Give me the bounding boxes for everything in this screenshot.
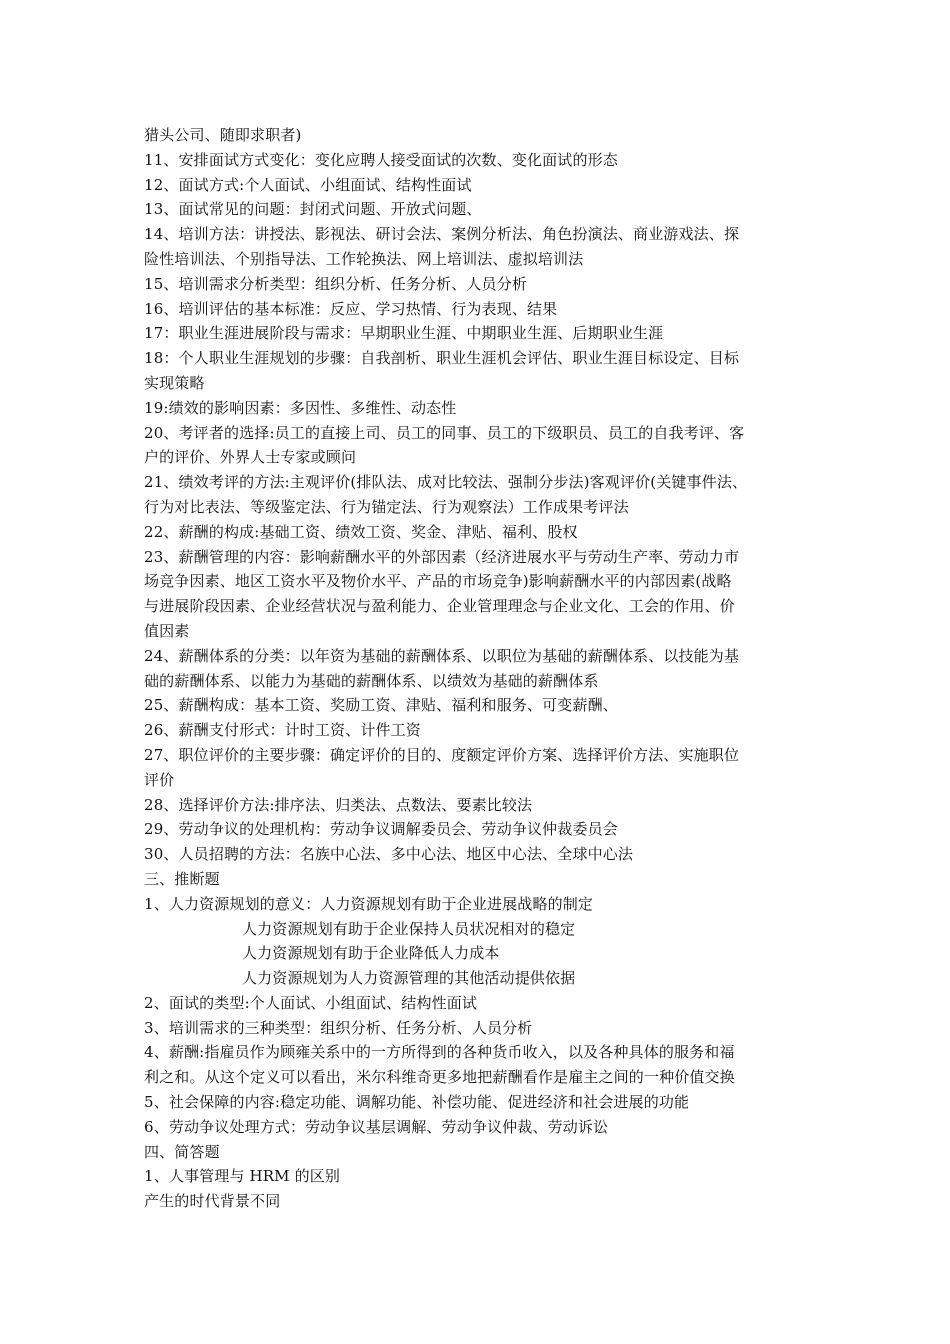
text-line: 人力资源规划有助于企业保持人员状况相对的稳定	[242, 919, 576, 938]
text-line: 值因素	[144, 621, 190, 640]
text-line: 险性培训法、个别指导法、工作轮换法、网上培训法、虚拟培训法	[144, 249, 584, 268]
text-line: 21、绩效考评的方法:主观评价(排队法、成对比较法、强制分步法)客观评价(关键事件法、	[144, 473, 748, 492]
text-line: 24、薪酬体系的分类：以年资为基础的薪酬体系、以职位为基础的薪酬体系、以技能为基	[144, 646, 740, 665]
text-line: 30、人员招聘的方法：名族中心法、多中心法、地区中心法、全球中心法	[144, 845, 634, 864]
text-line: 2、面试的类型:个人面试、小组面试、结构性面试	[144, 993, 478, 1012]
text-line: 3、培训需求的三种类型：组织分析、任务分析、人员分析	[144, 1018, 533, 1037]
text-line: 1、人事管理与 HRM 的区别	[144, 1167, 341, 1186]
text-line: 户的评价、外界人士专家或顾问	[144, 448, 357, 467]
text-line: 人力资源规划为人力资源管理的其他活动提供依据	[242, 969, 576, 988]
text-line: 础的薪酬体系、以能力为基础的薪酬体系、以绩效为基础的薪酬体系	[144, 671, 599, 690]
text-line: 评价	[144, 770, 175, 789]
text-line: 16、培训评估的基本标准：反应、学习热情、行为表现、结果	[144, 299, 558, 318]
text-line: 18：个人职业生涯规划的步骤：自我剖析、职业生涯机会评估、职业生涯目标设定、目标	[144, 349, 740, 368]
text-line: 1、人力资源规划的意义：人力资源规划有助于企业进展战略的制定	[144, 894, 594, 913]
text-line: 29、劳动争议的处理机构：劳动争议调解委员会、劳动争议仲裁委员会	[144, 820, 618, 839]
text-line: 17：职业生涯进展阶段与需求：早期职业生涯、中期职业生涯、后期职业生涯	[144, 324, 664, 343]
text-line: 22、薪酬的构成:基础工资、绩效工资、奖金、津贴、福利、股权	[144, 522, 578, 541]
text-line: 场竞争因素、地区工资水平及物价水平、产品的市场竞争)影响薪酬水平的内部因素(战略	[144, 572, 732, 591]
document-page	[144, 123, 814, 1214]
text-line: 猎头公司、随即求职者)	[144, 126, 302, 144]
text-line: 三、推断题	[144, 869, 220, 888]
text-line: 25、薪酬构成：基本工资、奖励工资、津贴、福利和服务、可变薪酬、	[144, 696, 618, 715]
text-line: 产生的时代背景不同	[144, 1192, 281, 1211]
text-line: 12、面试方式:个人面试、小组面试、结构性面试	[144, 175, 472, 194]
text-line: 人力资源规划有助于企业降低人力成本	[242, 944, 500, 963]
text-line: 利之和。从这个定义可以看出，米尔科维奇更多地把薪酬看作是雇主之间的一种价值交换	[144, 1068, 735, 1087]
text-line: 28、选择评价方法:排序法、归类法、点数法、要素比较法	[144, 795, 533, 814]
text-line: 实现策略	[144, 373, 205, 392]
text-line: 26、薪酬支付形式：计时工资、计件工资	[144, 721, 421, 740]
text-line: 11、安排面试方式变化：变化应聘人接受面试的次数、变化面试的形态	[144, 150, 618, 169]
text-line: 行为对比表法、等级鉴定法、行为锚定法、行为观察法）工作成果考评法	[144, 497, 629, 516]
text-line: 四、简答题	[144, 1142, 220, 1161]
text-line: 23、薪酬管理的内容：影响薪酬水平的外部因素（经济进展水平与劳动生产率、劳动力市	[144, 547, 740, 566]
text-line: 13、面试常见的问题：封闭式问题、开放式问题、	[144, 200, 482, 219]
text-line: 与进展阶段因素、企业经营状况与盈利能力、企业管理理念与企业文化、工会的作用、价	[144, 597, 735, 616]
text-line: 5、社会保障的内容:稳定功能、调解功能、补偿功能、促进经济和社会进展的功能	[144, 1093, 690, 1112]
text-line: 6、劳动争议处理方式：劳动争议基层调解、劳动争议仲裁、劳动诉讼	[144, 1117, 609, 1136]
text-line: 27、职位评价的主要步骤：确定评价的目的、度额定评价方案、选择评价方法、实施职位	[144, 745, 740, 764]
text-line: 20、考评者的选择:员工的直接上司、员工的同事、员工的下级职员、员工的自我考评、客	[144, 423, 745, 442]
text-line: 19:绩效的影响因素：多因性、多维性、动态性	[144, 398, 457, 417]
text-line: 14、培训方法：讲授法、影视法、研讨会法、案例分析法、角色扮演法、商业游戏法、探	[144, 225, 740, 244]
text-line: 15、培训需求分析类型：组织分析、任务分析、人员分析	[144, 274, 527, 293]
text-line: 4、薪酬:指雇员作为顾雍关系中的一方所得到的各种货币收入，以及各种具体的服务和福	[144, 1043, 735, 1062]
